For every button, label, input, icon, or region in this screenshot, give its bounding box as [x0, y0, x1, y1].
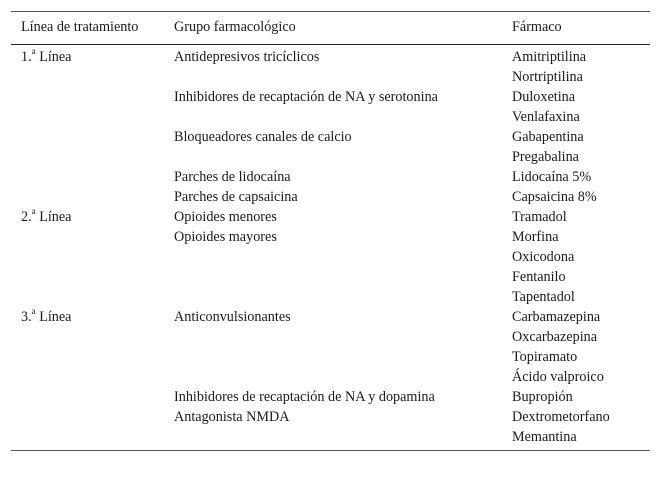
- drug-name: Fentanilo: [512, 269, 566, 285]
- pharmacological-group-cell: Anticonvulsionantes: [174, 309, 291, 325]
- treatment-line-ordinal: a: [31, 206, 36, 217]
- drug-name: Oxicodona: [512, 249, 575, 265]
- table-row: [11, 307, 650, 387]
- treatment-line-ordinal: a: [31, 306, 36, 317]
- treatment-line-word: Línea: [35, 209, 72, 225]
- treatment-line-cell: [11, 207, 174, 227]
- drug-name: Nortriptilina: [512, 69, 583, 85]
- treatment-table: [11, 11, 650, 451]
- table-row: [11, 167, 650, 187]
- drug-cell: [512, 387, 650, 407]
- drug-cell: [512, 127, 650, 167]
- table-row: [11, 407, 650, 451]
- drug-cell: [512, 307, 650, 387]
- drug-name: Venlafaxina: [512, 109, 580, 125]
- table-body: [11, 45, 650, 451]
- drug-name: Bupropión: [512, 389, 573, 405]
- treatment-line-cell: [11, 307, 174, 387]
- treatment-line-cell: [11, 127, 174, 167]
- pharmacological-group-cell: Opioides mayores: [174, 229, 277, 245]
- pharmacological-group-cell: Inhibidores de recaptación de NA y serotonina: [174, 89, 438, 105]
- pharmacological-group-cell: Bloqueadores canales de calcio: [174, 129, 352, 145]
- pharmacological-group-cell: Parches de capsaicina: [174, 189, 298, 205]
- pharmacological-group-cell: Opioides menores: [174, 209, 277, 225]
- table-row: [11, 387, 650, 407]
- treatment-line-cell: [11, 187, 174, 207]
- drug-name: Ácido valproico: [512, 369, 604, 385]
- treatment-line-number: 3.: [21, 309, 32, 325]
- treatment-line-cell: [11, 227, 174, 307]
- treatment-table-container: [11, 11, 650, 451]
- drug-cell: [512, 167, 650, 187]
- drug-cell: [512, 207, 650, 227]
- treatment-line-cell: [11, 167, 174, 187]
- drug-name: Dextrometorfano: [512, 409, 610, 425]
- treatment-line-number: 2.: [21, 209, 32, 225]
- treatment-line-word: Línea: [35, 49, 72, 65]
- drug-name: Amitriptilina: [512, 49, 587, 65]
- table-row: [11, 87, 650, 127]
- table-row: [11, 45, 650, 88]
- header-treatment-line: Línea de tratamiento: [11, 12, 174, 45]
- treatment-line-cell: [11, 45, 174, 88]
- pharmacological-group-cell: Antidepresivos tricíclicos: [174, 49, 320, 65]
- drug-cell: [512, 45, 650, 88]
- drug-name: Tramadol: [512, 209, 567, 225]
- treatment-line-cell: [11, 407, 174, 451]
- drug-name: Topiramato: [512, 349, 578, 365]
- drug-name: Oxcarbazepina: [512, 329, 598, 345]
- drug-name: Morfina: [512, 229, 559, 245]
- pharmacological-group-cell: Inhibidores de recaptación de NA y dopamina: [174, 389, 435, 405]
- drug-cell: [512, 87, 650, 127]
- table-row: [11, 187, 650, 207]
- drug-cell: [512, 187, 650, 207]
- drug-name: Memantina: [512, 429, 577, 445]
- header-drug: Fármaco: [512, 12, 650, 45]
- drug-name: Tapentadol: [512, 289, 575, 305]
- pharmacological-group-cell: Parches de lidocaína: [174, 169, 291, 185]
- drug-cell: [512, 227, 650, 307]
- treatment-line-cell: [11, 387, 174, 407]
- drug-name: Pregabalina: [512, 149, 579, 165]
- table-row: [11, 227, 650, 307]
- table-row: [11, 207, 650, 227]
- header-row: [11, 12, 650, 45]
- treatment-line-cell: [11, 87, 174, 127]
- drug-cell: [512, 407, 650, 451]
- drug-name: Lidocaína 5%: [512, 169, 592, 185]
- pharmacological-group-cell: Antagonista NMDA: [174, 407, 512, 451]
- drug-name: Gabapentina: [512, 129, 584, 145]
- drug-name: Carbamazepina: [512, 309, 601, 325]
- drug-name: Capsaicina 8%: [512, 189, 597, 205]
- treatment-line-number: 1.: [21, 49, 32, 65]
- treatment-line-word: Línea: [35, 309, 72, 325]
- table-header: [11, 12, 650, 45]
- treatment-line-ordinal: a: [31, 46, 36, 57]
- drug-name: Duloxetina: [512, 89, 576, 105]
- table-row: [11, 127, 650, 167]
- header-pharmacological-group: Grupo farmacológico: [174, 12, 512, 45]
